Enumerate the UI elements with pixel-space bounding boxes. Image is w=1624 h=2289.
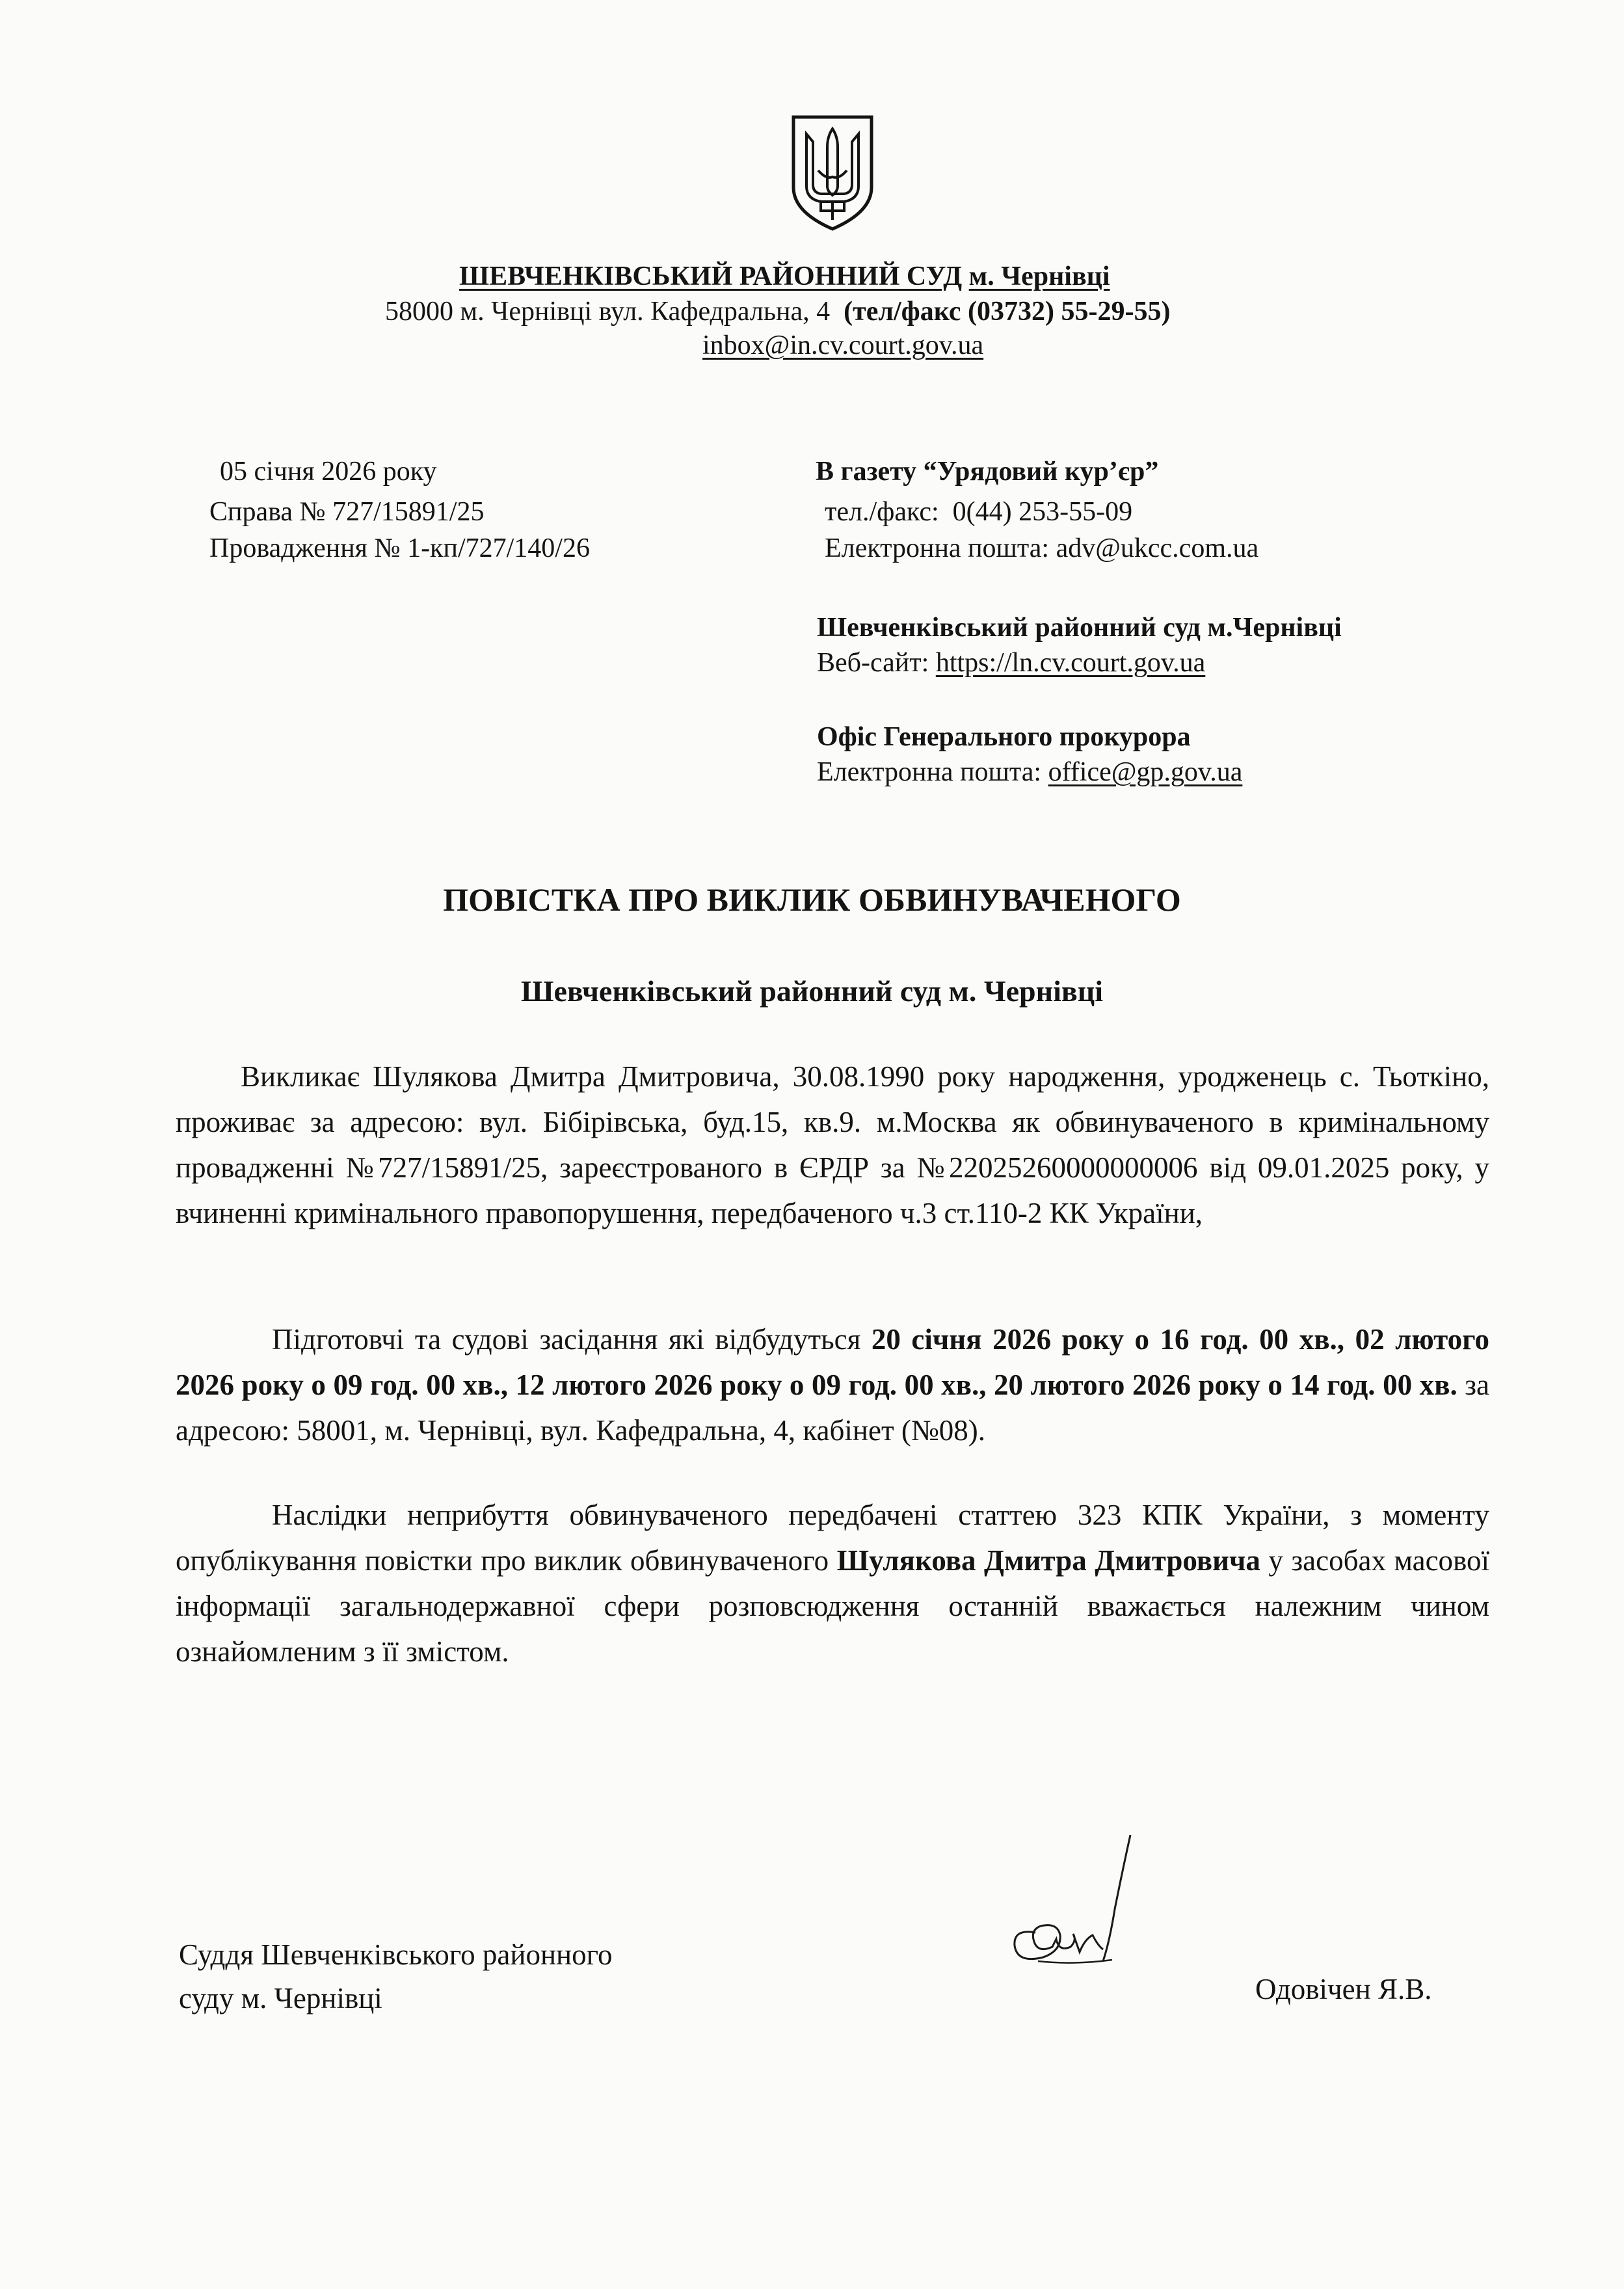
court-letterhead-title [459, 263, 1110, 290]
judge-position [179, 1933, 612, 2020]
summons-paragraph-2 [176, 1317, 1489, 1453]
document-title: ПОВІСТКА ПРО ВИКЛИК ОБВИНУВАЧЕНОГО [443, 881, 1181, 918]
consequences-text: Наслідки неприбуття обвинуваченого передбачені статтею 323 КПК України, з моменту опублікування повістки про виклик обвинуваченого [176, 1499, 1489, 1577]
handwritten-signature [976, 1831, 1138, 1990]
consequences-text-end: у засобах масової інформації загальнодержавної сфери розповсюдження останній вважається належним чином ознайомленим з її змістом. [176, 1544, 1490, 1668]
hearing-dates: 20 січня 2026 року о 16 год. 00 хв., 02 лютого 2026 року о 09 год. 00 хв., 12 лютого 2026 року о 09 год. 00 хв., 20 лютого 2026 року о 14 год. 00 хв. [176, 1323, 1489, 1401]
case-number: Справа № 727/15891/25 [209, 497, 485, 527]
hearing-intro: Підготовчі та судові засідання які відбудуться [272, 1323, 861, 1356]
court-heading: Шевченківський районний суд м. Чернівці [520, 974, 1104, 1008]
proceeding-number: Провадження № 1-кп/727/140/26 [209, 533, 590, 563]
document-date: 05 січня 2026 року [220, 457, 437, 487]
summons-paragraph-3 [176, 1492, 1489, 1674]
tryzub-emblem-icon [790, 114, 875, 232]
accused-name: Шулякова Дмитра Дмитровича [836, 1544, 1260, 1577]
prosecutor-title: Офіс Генерального прокурора [817, 722, 1191, 752]
judge-position-line-1: Суддя Шевченківського районного [179, 1938, 613, 1971]
court-website-label: Веб-сайт: [817, 648, 929, 678]
prosecutor-email [817, 758, 1242, 786]
judge-position-line-2: суду м. Чернівці [179, 1982, 382, 2015]
hearing-address: за адресою: 58001, м. Чернівці, вул. Кафедральна, 4, кабінет (№08). [176, 1369, 1490, 1447]
newspaper-email [825, 535, 1258, 562]
newspaper-phone-label: тел./факс: [825, 497, 939, 527]
court-phone: (тел/факс (03732) 55-29-55) [844, 297, 1171, 327]
newspaper-email-label: Електронна пошта: [825, 533, 1050, 563]
court-website [817, 649, 1205, 676]
court-recipient-title: Шевченківський районний суд м.Чернівці [817, 613, 1342, 643]
court-city: м. Чернівці [968, 261, 1110, 291]
court-address-line [385, 298, 1170, 325]
newspaper-phone [825, 498, 1132, 526]
court-email[interactable]: inbox@in.cv.court.gov.ua [702, 330, 984, 360]
court-address: 58000 м. Чернівці вул. Кафедральна, 4 [385, 297, 831, 327]
newspaper-title: В газету “Урядовий кур’єр” [816, 457, 1159, 487]
newspaper-email-value[interactable]: adv@ukcc.com.ua [1056, 533, 1259, 563]
prosecutor-email-link[interactable]: office@gp.gov.ua [1048, 757, 1243, 787]
summons-paragraph-1: Викликає Шулякова Дмитра Дмитровича, 30.08.1990 року народження, уродженець с. Тьоткіно, проживає за адресою: вул. Бібірівська, буд.15, кв.9. м.Москва як обвинуваченого в кримінальному провадженні №727/15891/25, зареєстрованого в ЄРДР за №22025260000000006 від 09.01.2025 року, у вчиненні кримінального правопорушення, передбаченого ч.3 ст.110-2 КК України, [176, 1060, 1489, 1229]
judge-name: Одовічен Я.В. [1255, 1973, 1432, 2005]
court-website-link[interactable]: https://ln.cv.court.gov.ua [935, 648, 1206, 678]
prosecutor-email-label: Електронна пошта: [817, 757, 1042, 787]
court-name: ШЕВЧЕНКІВСЬКИЙ РАЙОННИЙ СУД [459, 261, 963, 291]
newspaper-phone-value: 0(44) 253-55-09 [952, 497, 1133, 527]
